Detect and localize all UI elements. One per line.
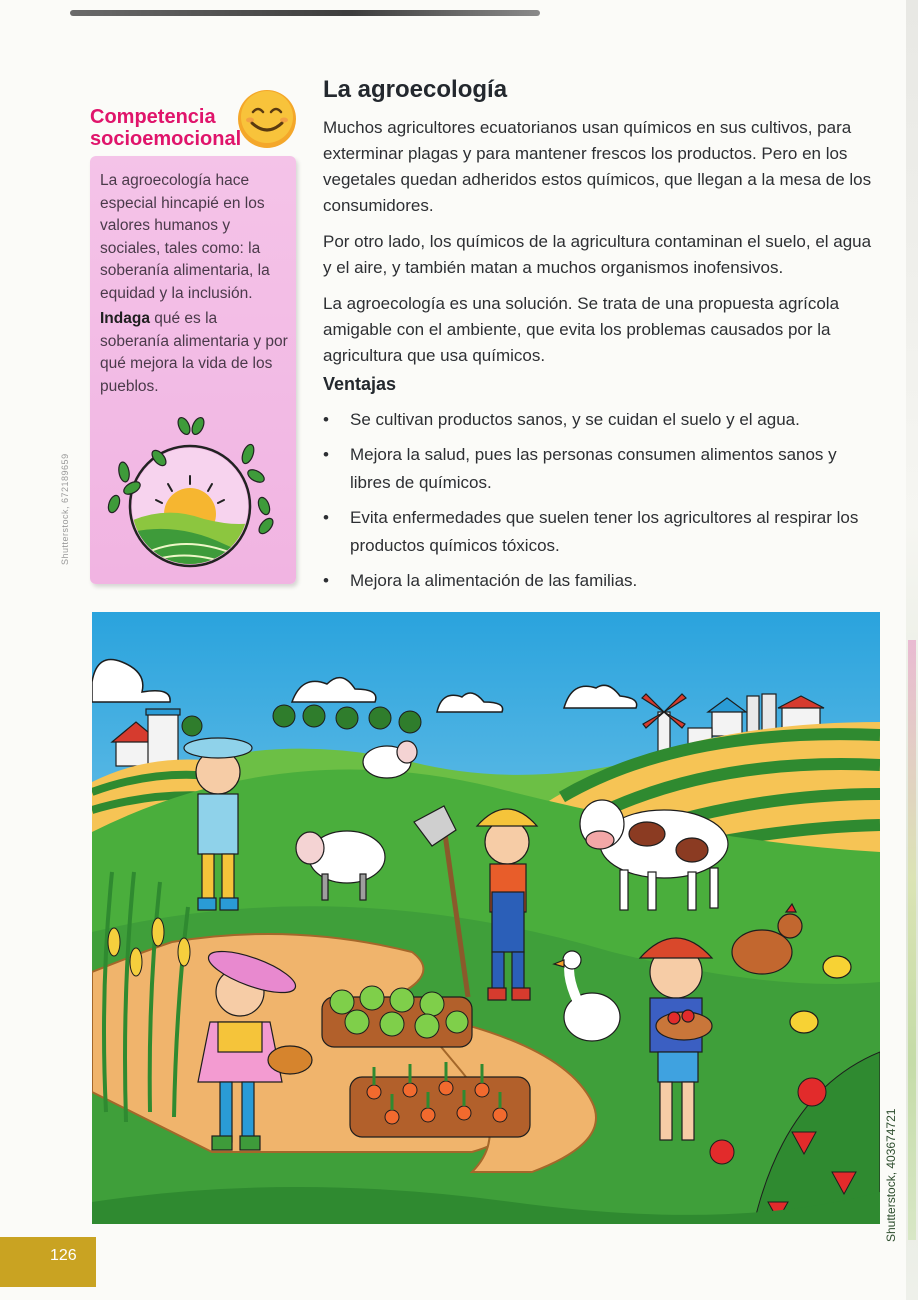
list-item bbox=[323, 441, 863, 497]
page-number-tab bbox=[0, 1237, 96, 1287]
bullet-icon: • bbox=[323, 410, 329, 429]
ventajas-list bbox=[323, 406, 863, 602]
smiley-face-icon bbox=[236, 88, 298, 150]
sidebar-paragraph-2-text: qué es la soberanía alimentaria y por qué mejora la vida de los pueblos. bbox=[100, 310, 288, 395]
competencia-title bbox=[90, 106, 241, 150]
bullet-icon: • bbox=[323, 571, 329, 590]
agroecology-emblem-icon bbox=[104, 414, 276, 574]
sidebar-paragraph-2 bbox=[100, 308, 290, 398]
page-title: La agroecología bbox=[323, 76, 508, 103]
list-item-text: Mejora la salud, pues las personas consumen alimentos sanos y libres de químicos. bbox=[350, 445, 837, 492]
paragraph-3: La agroecología es una solución. Se trata de una propuesta agrícola amigable con el ambiente, que evita los problemas causados por la agricultura que usa químicos. bbox=[323, 294, 840, 365]
page-edge bbox=[906, 0, 918, 1300]
illustration-credit: Shutterstock, 403674721 bbox=[884, 1108, 898, 1242]
list-item-text: Se cultivan productos sanos, y se cuidan el suelo y el agua. bbox=[350, 410, 800, 429]
competencia-title-line2: socioemocional bbox=[90, 128, 242, 150]
bullet-icon: • bbox=[323, 508, 329, 527]
paragraph-2: Por otro lado, los químicos de la agricultura contaminan el suelo, el agua y el aire, y también matan a muchos organismos inofensivos. bbox=[323, 232, 872, 277]
farm-scene-illustration bbox=[92, 612, 880, 1224]
list-item bbox=[323, 406, 863, 434]
top-binding-rule bbox=[70, 10, 540, 16]
sidebar-image-credit: Shutterstock, 672189659 bbox=[60, 453, 70, 565]
list-item-text: Evita enfermedades que suelen tener los agricultores al respirar los productos químicos tóxicos. bbox=[350, 508, 859, 555]
paragraph-1: Muchos agricultores ecuatorianos usan químicos en sus cultivos, para exterminar plagas y para mantener frescos los productos. Pero en los vegetales quedan adheridos estos químicos, que llegan a la mesa de los consumidores. bbox=[323, 118, 872, 215]
list-item bbox=[323, 567, 863, 595]
sidebar-paragraph-1: La agroecología hace especial hincapié en los valores humanos y sociales, tales como: la soberanía alimentaria, la equidad y la inclusión. bbox=[100, 172, 270, 302]
page-number: 126 bbox=[50, 1247, 77, 1264]
list-item-text: Mejora la alimentación de las familias. bbox=[350, 571, 638, 590]
main-body bbox=[323, 115, 878, 379]
bullet-icon: • bbox=[323, 445, 329, 464]
ventajas-heading: Ventajas bbox=[323, 374, 397, 394]
list-item bbox=[323, 504, 863, 560]
competencia-title-line1: Competencia bbox=[90, 106, 216, 128]
socioemotional-text bbox=[100, 170, 290, 401]
indaga-keyword: Indaga bbox=[100, 310, 150, 327]
